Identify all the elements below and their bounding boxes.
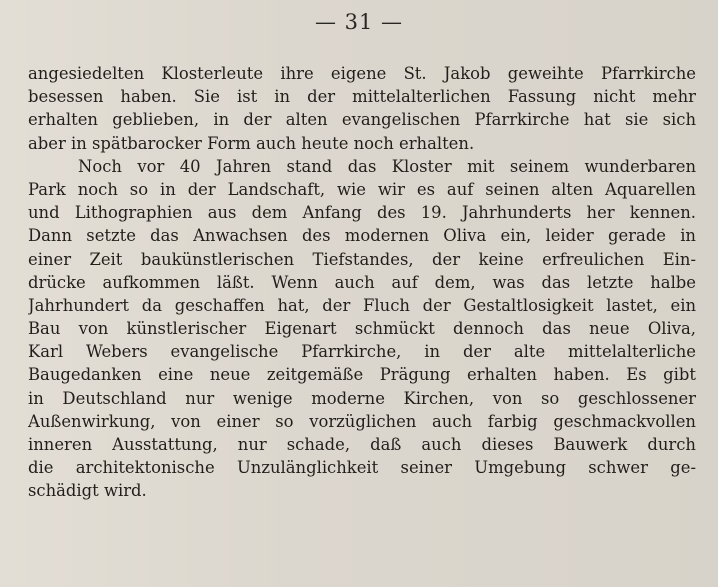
page-number: — 31 —: [314, 10, 404, 34]
text-line: Jahrhundert da geschaffen hat, der Fluch der Gestaltlosigkeit lastet, ein: [28, 295, 696, 315]
text-line: drücke aufkommen läßt. Wenn auch auf dem, was das letzte halbe: [28, 272, 696, 292]
text-line: besessen haben. Sie ist in der mittelalterlichen Fassung nicht mehr: [28, 87, 696, 107]
text-line: Park noch so in der Landschaft, wie wir es auf seinen alten Aquarellen: [28, 179, 696, 199]
text-line: Baugedanken eine neue zeitgemäße Prägung erhalten haben. Es gibt: [28, 365, 696, 385]
text-line: Karl Webers evangelische Pfarrkirche, in der alte mittelalterliche: [28, 342, 696, 362]
text-line: aber in spätbarocker Form auch heute noch erhalten.: [28, 133, 475, 153]
text-line: und Lithographien aus dem Anfang des 19. Jahrhunderts her kennen.: [28, 203, 696, 223]
text-line: angesiedelten Klosterleute ihre eigene St. Jakob geweihte Pfarrkirche: [28, 64, 696, 83]
text-line: Außenwirkung, von einer so vorzüglichen auch farbig geschmackvollen: [28, 411, 696, 431]
text-line: erhalten geblieben, in der alten evangelischen Pfarrkirche hat sie sich: [28, 110, 696, 130]
text-line: schädigt wird.: [28, 481, 147, 501]
text-line: in Deutschland nur wenige moderne Kirchen, von so geschlossener: [28, 388, 696, 408]
paragraph-1: [28, 62, 696, 155]
text-line: inneren Ausstattung, nur schade, daß auch dieses Bauwerk durch: [28, 435, 696, 454]
text-line: einer Zeit baukünstlerischen Tiefstandes, der keine erfreulichen Ein-: [28, 249, 696, 269]
text-line: Bau von künstlerischer Eigenart schmückt dennoch das neue Oliva,: [28, 319, 696, 339]
paragraph-2: [28, 155, 696, 503]
text-line: Noch vor 40 Jahren stand das Kloster mit seinem wunderbaren: [78, 156, 696, 176]
text-line: Dann setzte das Anwachsen des modernen Oliva ein, leider gerade in: [28, 226, 696, 246]
text-line: die architektonische Unzulänglichkeit seiner Umgebung schwer ge-: [28, 458, 696, 478]
body-text: [28, 62, 696, 503]
